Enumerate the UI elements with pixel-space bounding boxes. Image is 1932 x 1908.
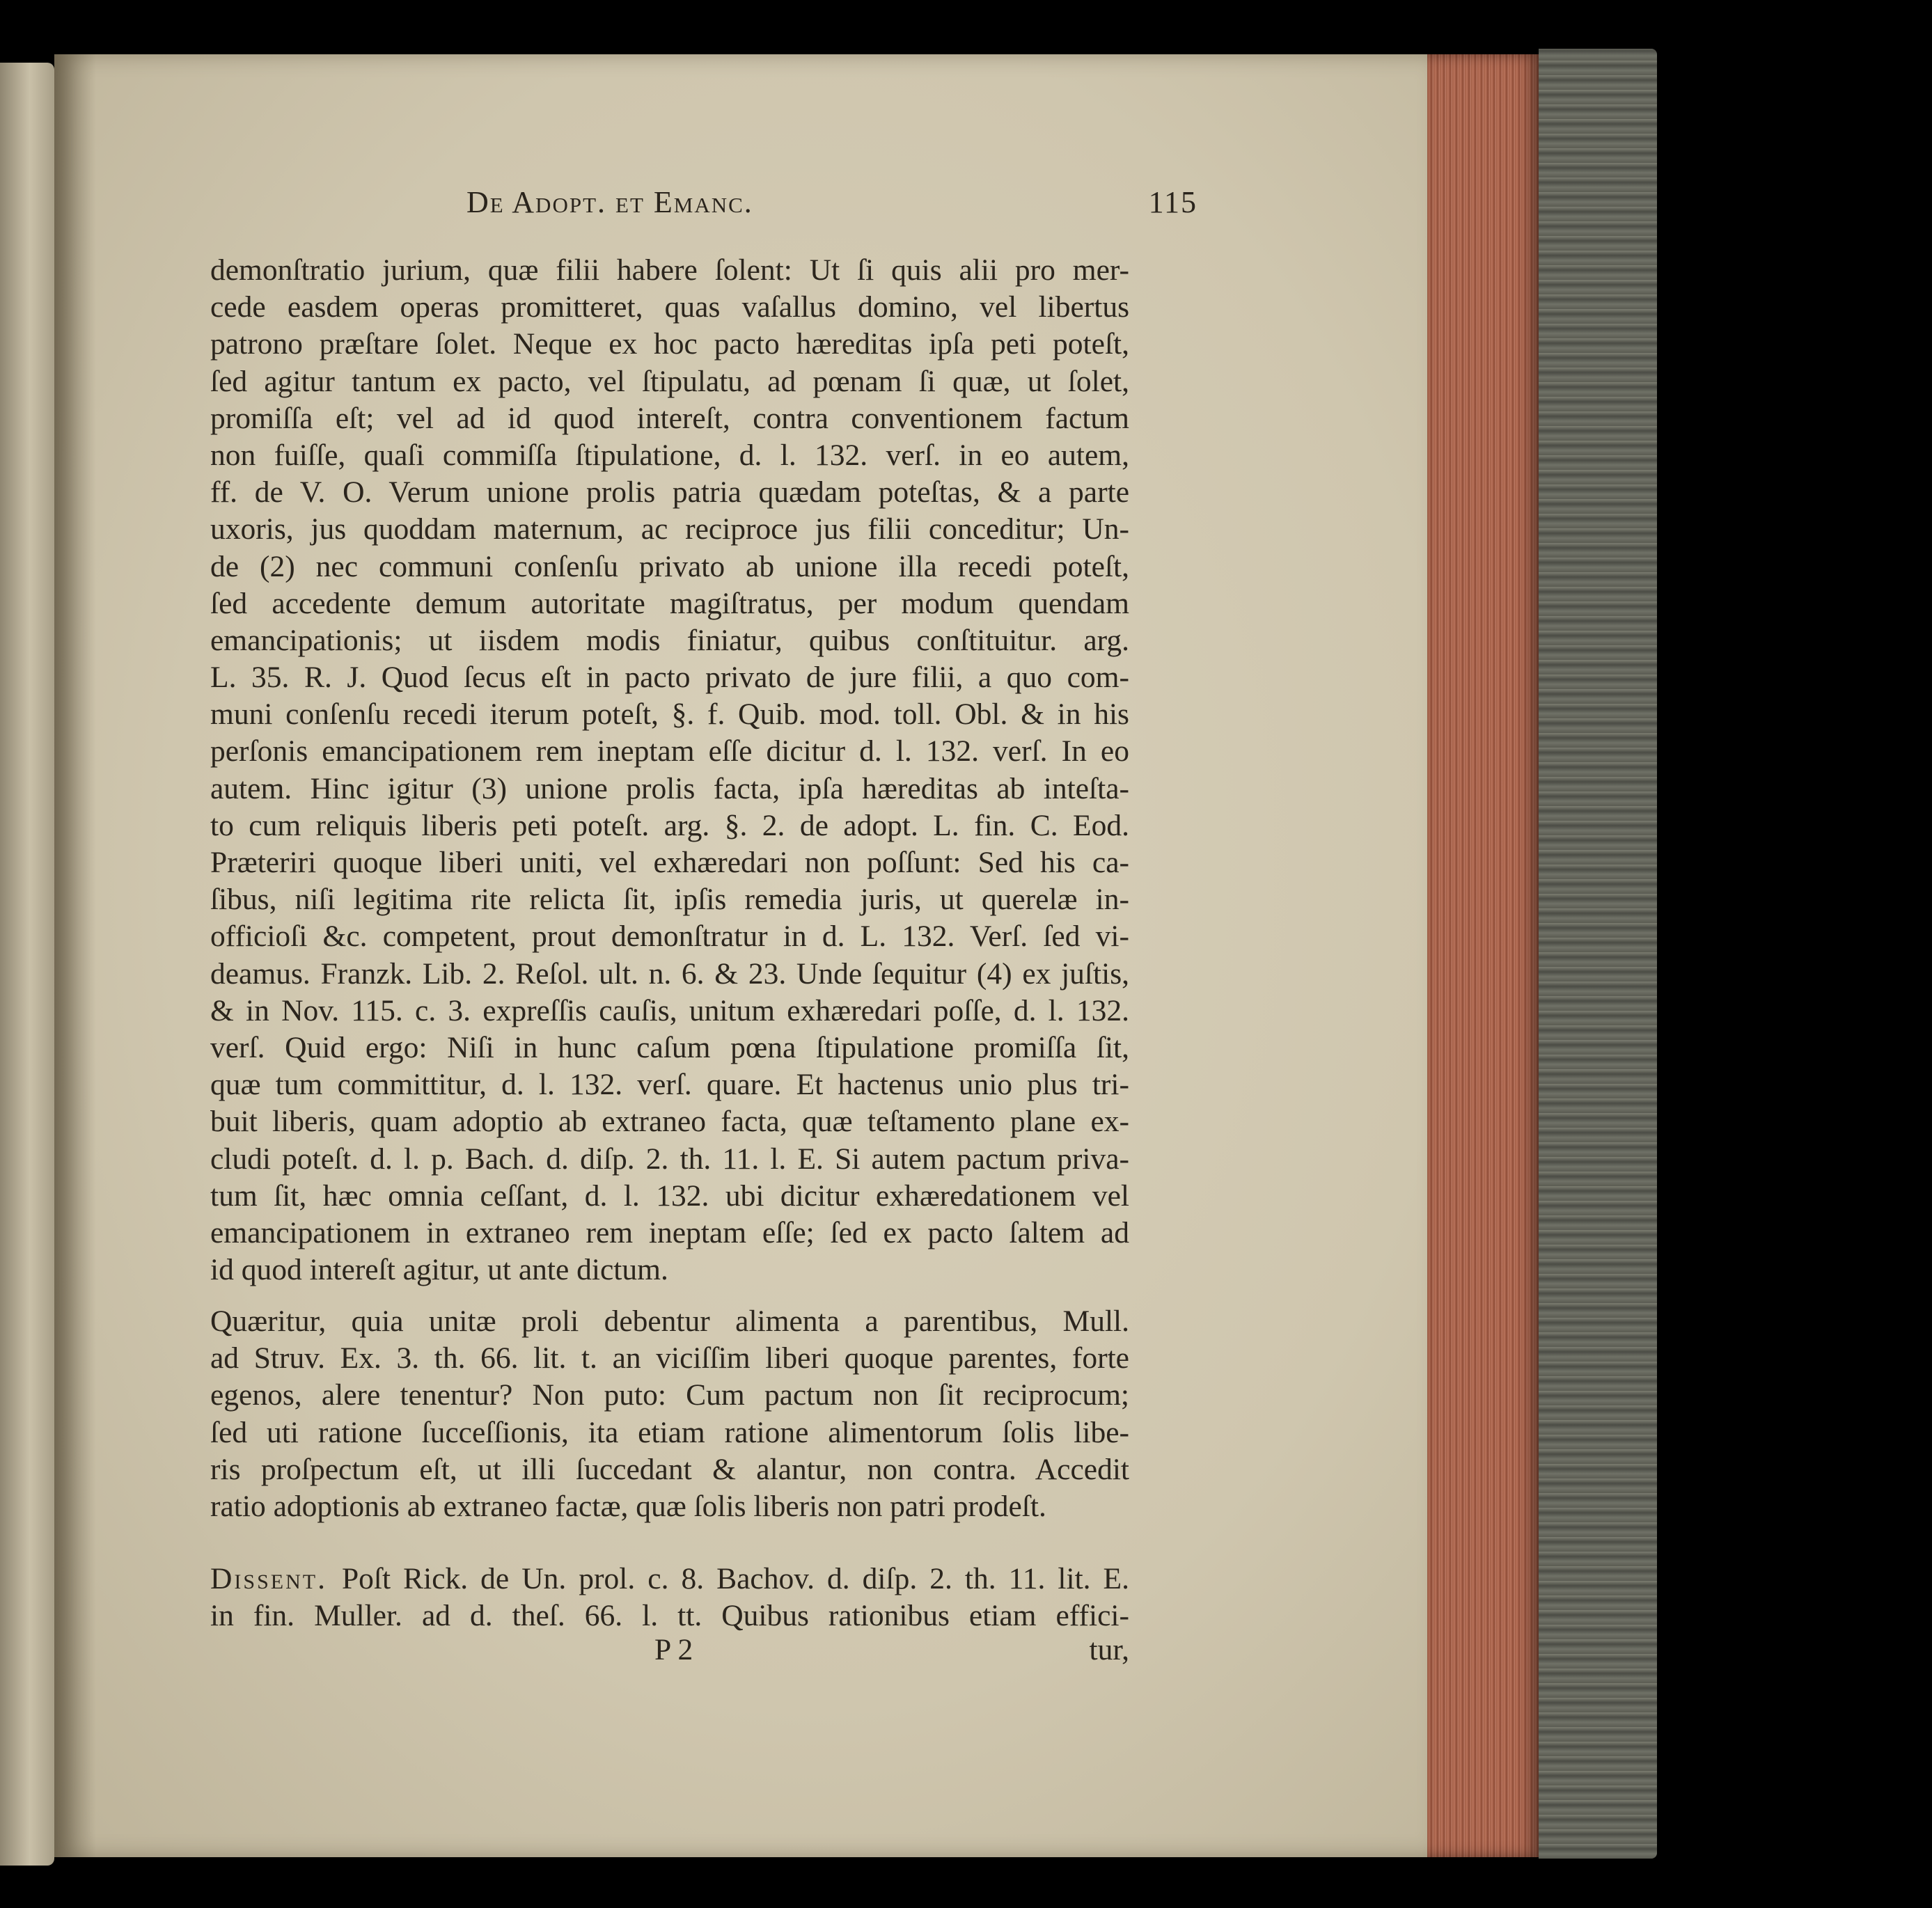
text-line: Dissent. Poſt Rick. de Un. prol. c. 8. Bachov. d. diſp. 2. th. 11. lit. E. [210, 1562, 1129, 1595]
text-line: to cum reliquis liberis peti poteſt. arg. §. 2. de adopt. L. fin. C. Eod. [210, 808, 1129, 842]
text-line: ſed agitur tantum ex pacto, vel ſtipulatu, ad pœnam ſi quæ, ut ſolet, [210, 364, 1129, 398]
text-line: ff. de V. O. Verum unione prolis patria quædam poteſtas, & a parte [210, 475, 1129, 510]
text-line: demonſtratio jurium, quæ filii habere ſolent: Ut ſi quis alii pro mer- [210, 253, 1129, 287]
text-line: egenos, alere tenentur? Non puto: Cum pactum non ſit reciprocum; [210, 1378, 1129, 1412]
text-line: de (2) nec communi conſenſu privato ab unione illa recedi poteſt, [210, 549, 1129, 583]
text-line: perſonis emancipationem rem ineptam eſſe dicitur d. l. 132. verſ. In eo [210, 734, 1129, 768]
text-line: emancipationem in extraneo rem ineptam eſſe; ſed ex pacto ſaltem ad [210, 1215, 1129, 1249]
text-line: & in Nov. 115. c. 3. expreſſis cauſis, unitum exhæredari poſſe, d. l. 132. [210, 993, 1129, 1027]
text-line: Præteriri quoque liberi uniti, vel exhæredari non poſſunt: Sed his ca- [210, 846, 1129, 879]
running-head-title: De Adopt. et Emanc. [466, 185, 753, 219]
text-line: Quæritur, quia unitæ proli debentur alimenta a parentibus, Mull. [210, 1304, 1129, 1338]
text-line: autem. Hinc igitur (3) unione prolis facta, ipſa hæreditas ab inteſta- [210, 771, 1129, 805]
text-line: verſ. Quid ergo: Niſi in hunc caſum pœna ſtipulatione promiſſa ſit, [210, 1030, 1129, 1064]
text-line: ris proſpectum eſt, ut illi ſuccedant & alantur, non contra. Accedit [210, 1452, 1129, 1486]
text-line: cludi poteſt. d. l. p. Bach. d. diſp. 2. th. 11. l. E. Si autem pactum priva- [210, 1142, 1129, 1176]
paragraph-lead: Dissent. [210, 1562, 342, 1595]
running-head [466, 184, 1197, 226]
text-line: ratio adoptionis ab extraneo factæ, quæ ſolis liberis non patri prodeſt. [210, 1489, 1046, 1523]
text-line: tum ſit, hæc omnia ceſſant, d. l. 132. ubi dicitur exhæredationem vel [210, 1178, 1129, 1213]
text-line: ad Struv. Ex. 3. th. 66. lit. t. an viciſſim liberi quoque parentes, forte [210, 1341, 1129, 1375]
text-line: ſed uti ratione ſucceſſionis, ita etiam ratione alimentorum ſolis libe- [210, 1415, 1129, 1449]
text-line: emancipationis; ut iisdem modis finiatur, quibus conſtituitur. arg. [210, 623, 1129, 657]
paragraph-quaeritur [210, 1303, 1129, 1525]
previous-page-edge [0, 63, 54, 1866]
text-line: id quod intereſt agitur, ut ante dictum. [210, 1253, 668, 1287]
text-line: L. 35. R. J. Quod ſecus eſt in pacto privato de jure filii, a quo com- [210, 661, 1129, 695]
text-line: quæ tum committitur, d. l. 132. verſ. quare. Et hactenus unio plus tri- [210, 1068, 1129, 1102]
catchword: tur, [1089, 1633, 1129, 1666]
book-cover-edge [1539, 49, 1657, 1859]
paragraph-dissent [210, 1561, 1129, 1634]
page-block-edge [1427, 54, 1539, 1857]
text-line: patrono præſtare ſolet. Neque ex hoc pacto hæreditas ipſa peti poteſt, [210, 327, 1129, 361]
text-line: promiſſa eſt; vel ad id quod intereſt, contra conventionem factum [210, 401, 1129, 435]
text-line: muni conſenſu recedi iterum poteſt, §. f. Quib. mod. toll. Obl. & in his [210, 697, 1129, 732]
page-footer [210, 1632, 1129, 1674]
text-line: non fuiſſe, quaſi commiſſa ſtipulatione, d. l. 132. verſ. in eo autem, [210, 438, 1129, 472]
page-gutter-shadow [54, 54, 96, 1857]
text-line: in fin. Muller. ad d. theſ. 66. l. tt. Quibus rationibus etiam effici- [210, 1599, 1129, 1633]
signature-mark: P 2 [654, 1633, 693, 1666]
text-line: officioſi &c. competent, prout demonſtratur in d. L. 132. Verſ. ſed vi- [210, 920, 1129, 954]
text-line: ſed accedente demum autoritate magiſtratus, per modum quendam [210, 586, 1129, 620]
page-number: 115 [1148, 185, 1197, 219]
text-line: buit liberis, quam adoptio ab extraneo facta, quæ teſtamento plane ex- [210, 1105, 1129, 1139]
text-line: cede easdem operas promitteret, quas vaſallus domino, vel libertus [210, 290, 1129, 324]
text-line: uxoris, jus quoddam maternum, ac reciproce jus filii conceditur; Un- [210, 512, 1129, 546]
text-line: deamus. Franzk. Lib. 2. Reſol. ult. n. 6. & 23. Unde ſequitur (4) ex juſtis, [210, 956, 1129, 991]
text-line: ſibus, niſi legitima rite relicta ſit, ipſis remedia juris, ut querelæ in- [210, 883, 1129, 917]
paragraph-main [210, 252, 1129, 1288]
